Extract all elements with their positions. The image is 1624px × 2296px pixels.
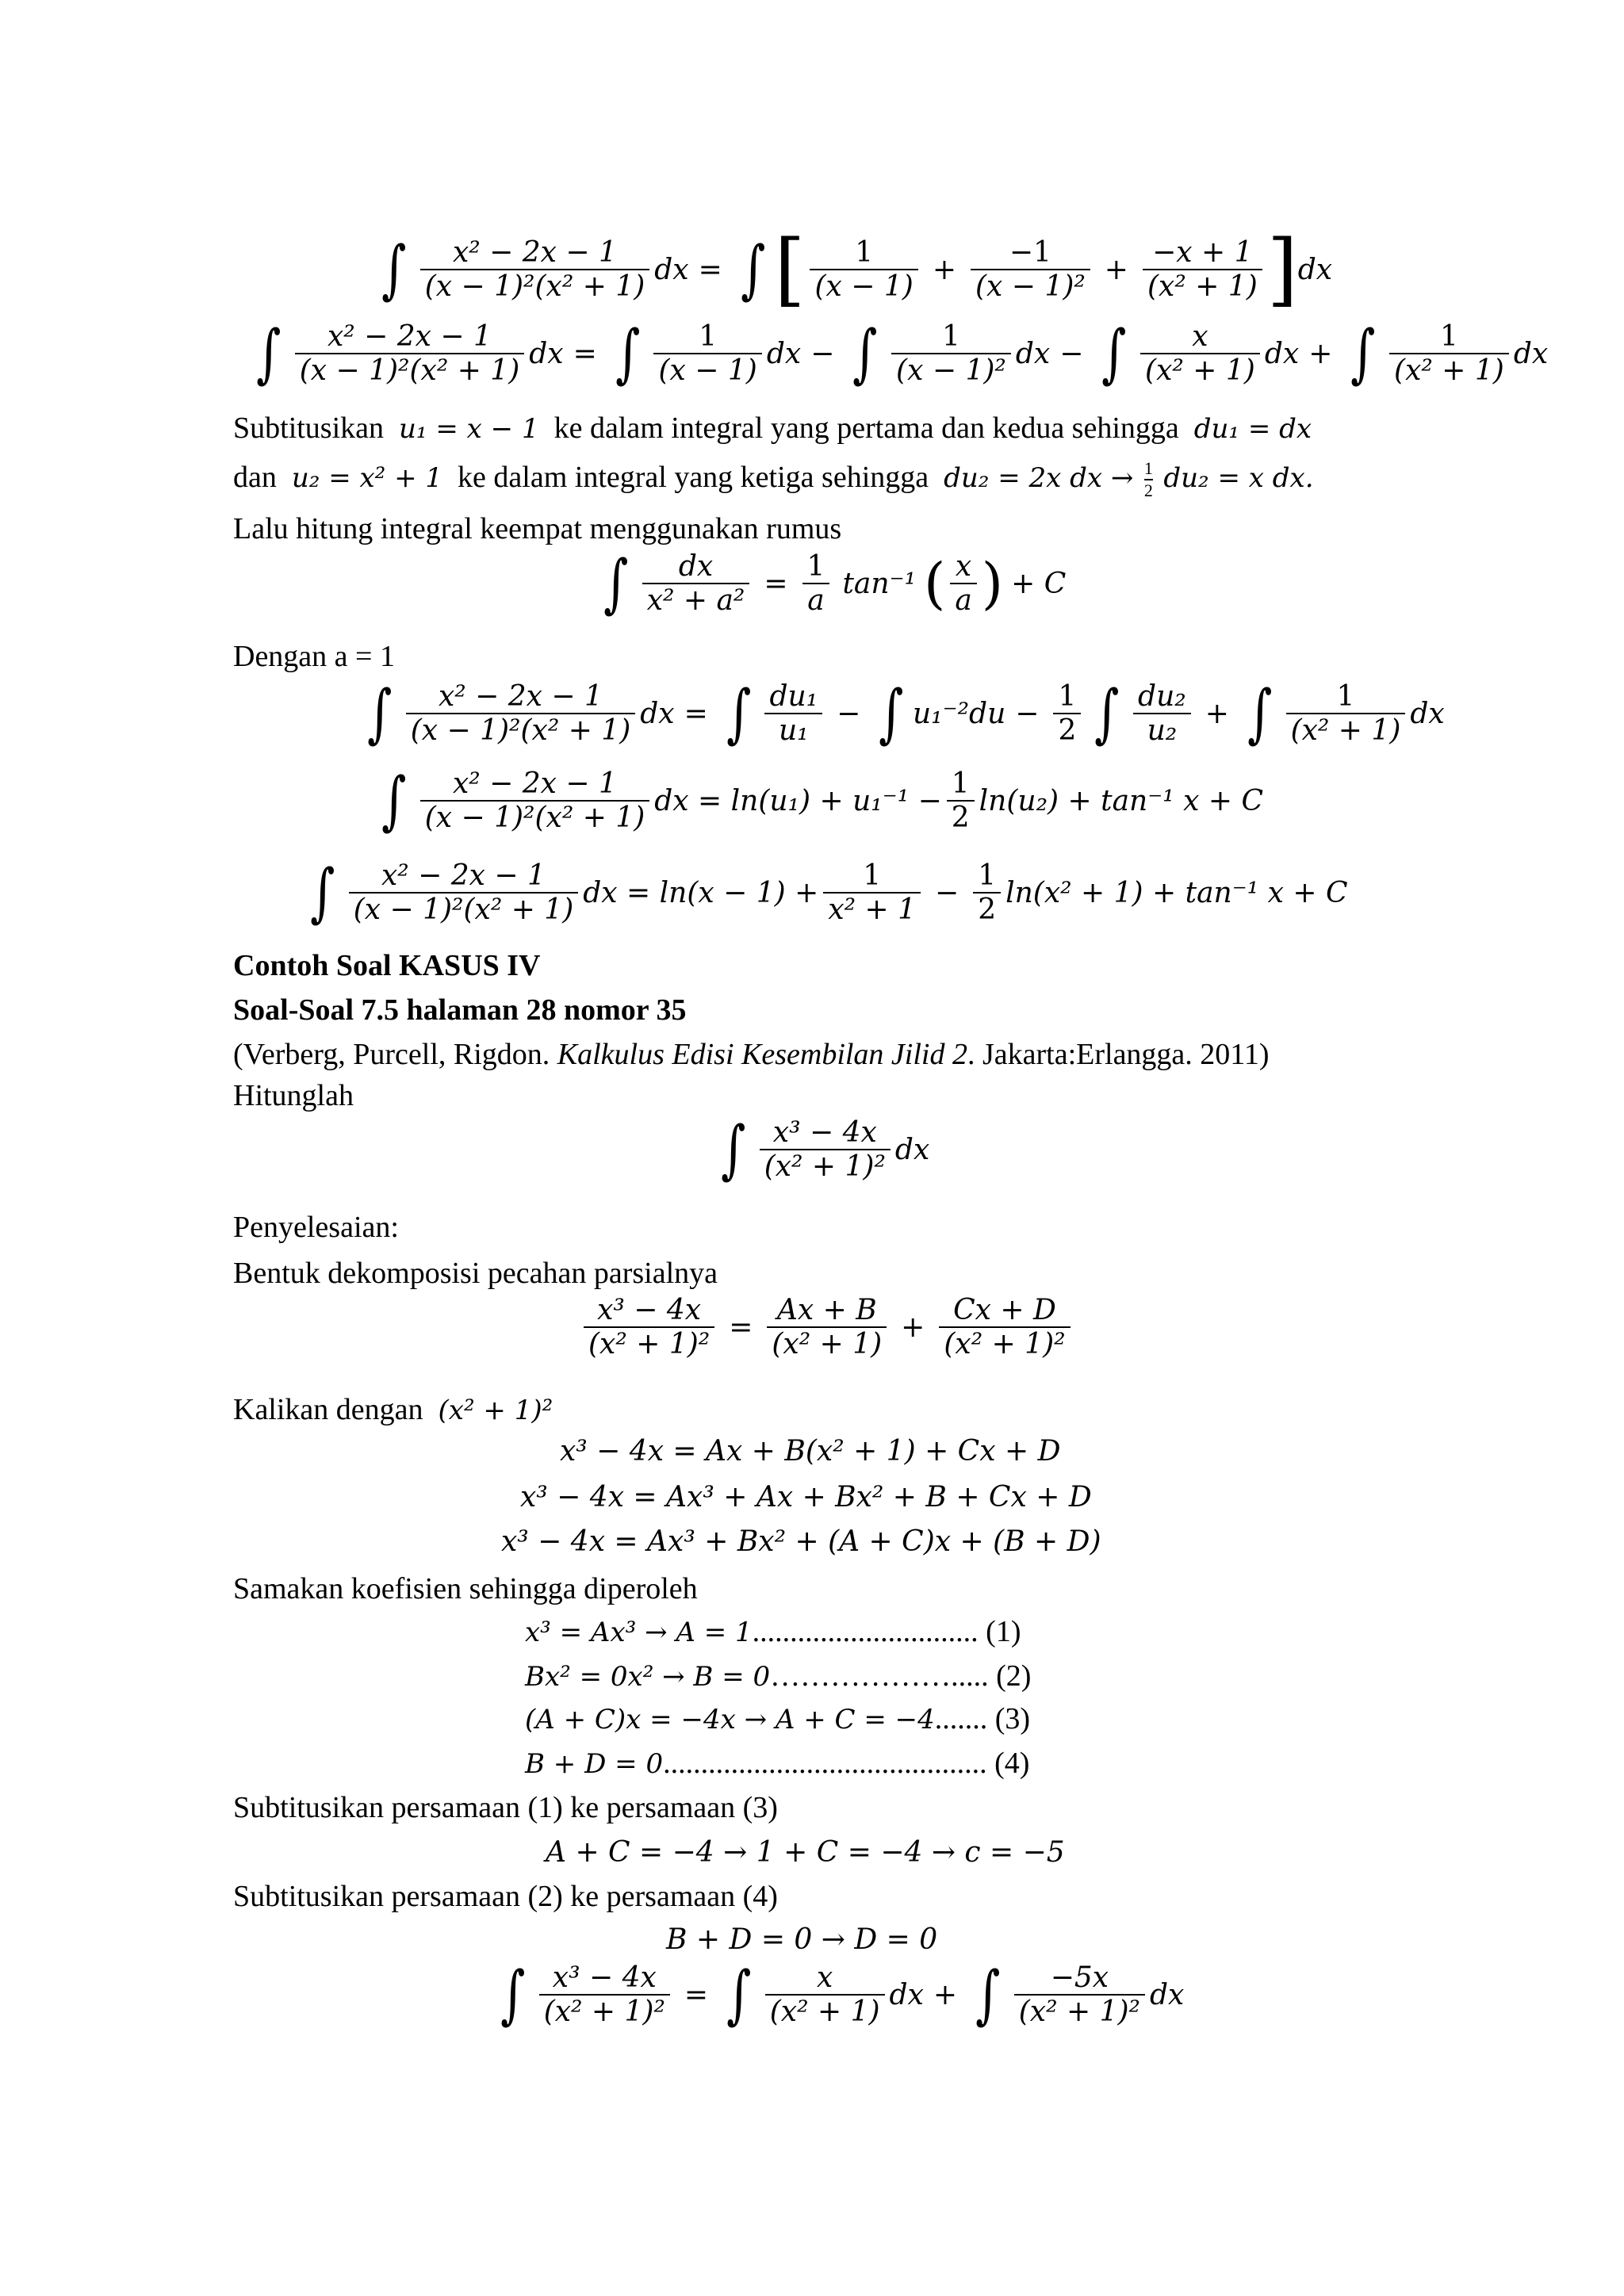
text: dan xyxy=(233,461,277,495)
numerator: 1 xyxy=(978,859,997,892)
dx: dx xyxy=(654,253,689,286)
denominator: x² + 1 xyxy=(828,894,917,927)
math-inline: B + D = 0 xyxy=(525,1748,664,1780)
numerator: x³ − 4x xyxy=(552,1961,657,1994)
paragraph-line xyxy=(233,1392,553,1429)
denominator: (x² + 1) xyxy=(1147,270,1258,303)
fraction xyxy=(420,236,650,304)
paragraph-line: Subtitusikan persamaan (2) ke persamaan (4) xyxy=(233,1880,778,1913)
numerator: Ax + B xyxy=(776,1294,877,1326)
denominator: u₂ xyxy=(1147,714,1178,748)
numerator: 1 xyxy=(863,859,882,892)
denominator: (x − 1)²(x² + 1) xyxy=(424,270,645,303)
paragraph-line: Hitunglah xyxy=(233,1079,354,1112)
coefficient-equation xyxy=(525,1659,1031,1695)
paragraph-line xyxy=(233,458,1314,502)
denominator: (x − 1)²(x² + 1) xyxy=(410,714,631,748)
numerator: 1 xyxy=(1143,458,1153,478)
numerator: 1 xyxy=(1336,680,1355,713)
numerator: −5x xyxy=(1050,1961,1109,1994)
tan-inverse: tan⁻¹ xyxy=(842,567,917,600)
text: . Jakarta:Erlangga. 2011) xyxy=(967,1038,1270,1071)
denominator: (x² + 1) xyxy=(769,1996,880,2029)
numerator: x² − 2x − 1 xyxy=(381,859,546,892)
equation-split-integrals: ∫ $\frac{\text{x² − 2x − 1}}{\text{(x − 1)²(x² + 1)}}$ dx = ∫ $\frac{1}{(x - 1)}$ dx − ∫ $\frac{1}{\text{(x − 1)²}}$ dx − ∫ $\frac{x}{\text{(x² + 1)}}$ dx + ∫ $\frac{1}{\text{(x² + 1)}}$ dx xyxy=(256,316,1549,391)
numerator: 1 xyxy=(855,235,874,269)
denominator: (x − 1) xyxy=(814,270,914,303)
text: (Verberg, Purcell, Rigdon. xyxy=(233,1038,550,1071)
equation-decomposition: ∫ $\frac{\text{x² − 2x − 1}}{\text{(x − 1)²(x² + 1)}}$ dx = ∫ [ $\frac{1}{(x - 1)}$ + $\frac{-1}{\text{(x − 1)²}}$ + $\frac{-x + 1}{\text{(x² + 1)}}$ ] dx xyxy=(381,223,1333,316)
heading-text: Contoh Soal KASUS IV xyxy=(233,949,541,982)
equation-integrated: ∫ $\frac{\text{x² − 2x − 1}}{\text{(x − 1)²(x² + 1)}}$ dx = ln(u₁) + u₁⁻¹ − $\frac{1}{2}$ ln(u₂) + tan⁻¹ x + C xyxy=(381,763,1264,838)
heading-text: Soal-Soal 7.5 halaman 28 nomor 35 xyxy=(233,993,687,1027)
numerator: 1 xyxy=(951,767,970,800)
leader-dots: .............................. (1) xyxy=(752,1615,1021,1648)
denominator: (x² + 1) xyxy=(1145,354,1255,388)
denominator: (x² + 1) xyxy=(1394,354,1504,388)
paragraph-line: Penyelesaian: xyxy=(233,1211,399,1244)
denominator: (x − 1)²(x² + 1) xyxy=(353,894,574,927)
leader-dots: ………………..... (2) xyxy=(770,1659,1032,1693)
leader-dots: ....... (3) xyxy=(934,1702,1031,1735)
denominator: (x² + 1) xyxy=(1290,714,1401,748)
substitution-equation: A + C = −4 → 1 + C = −4 → c = −5 xyxy=(546,1836,1065,1869)
numerator: 1 xyxy=(699,320,718,353)
math-inline: u₂ = x² + 1 xyxy=(291,462,443,495)
numerator: x xyxy=(1192,320,1208,353)
paragraph-line: Samakan koefisien sehingga diperoleh xyxy=(233,1572,698,1605)
denominator: (x − 1)² xyxy=(975,270,1086,303)
denominator: a xyxy=(807,584,825,618)
math-inline: (A + C)x = −4x → A + C = −4 xyxy=(525,1704,935,1735)
denominator: (x² + 1)² xyxy=(944,1328,1066,1361)
numerator: x² − 2x − 1 xyxy=(452,767,617,800)
expansion-line: x³ − 4x = Ax³ + Bx² + (A + C)x + (B + D) xyxy=(501,1525,1101,1558)
denominator: a xyxy=(955,584,972,618)
term: u₁⁻²du xyxy=(913,697,1006,730)
denominator: (x − 1)² xyxy=(896,354,1006,388)
denominator: 2 xyxy=(1143,480,1153,501)
equation-split-final: ∫ $\frac{\text{x³ − 4x}}{\text{(x² + 1)²}}$ = ∫ $\frac{x}{\text{(x² + 1)}}$ dx + ∫ $\frac{-5x}{\text{(x² + 1)²}}$ dx xyxy=(500,1957,1185,2032)
expression: ln(x² + 1) + tan⁻¹ x + C xyxy=(1005,876,1348,909)
numerator: x² − 2x − 1 xyxy=(452,235,617,269)
text: Kalikan dengan xyxy=(233,1393,423,1426)
equals: = xyxy=(698,253,722,286)
numerator: 1 xyxy=(1439,320,1458,353)
partial-fraction-form: $\frac{\text{x³ − 4x}}{\text{(x² + 1)²}}$ = $\frac{Ax + B}{\text{(x² + 1)}}$ + $\frac{Cx + D}{\text{(x² + 1)²}}$ xyxy=(579,1294,1075,1361)
numerator: x² − 2x − 1 xyxy=(327,320,492,353)
denominator: (x² + 1)² xyxy=(588,1328,710,1361)
equation-final-result: ∫ $\frac{\text{x² − 2x − 1}}{\text{(x − 1)²(x² + 1)}}$ dx = ln(x − 1) + $\frac{1}{\text{x² + 1}}$ − $\frac{1}{2}$ ln(x² + 1) + tan⁻¹ x + C xyxy=(310,855,1348,930)
denominator: (x² + 1)² xyxy=(1018,1996,1140,2029)
denominator: u₁ xyxy=(778,714,809,748)
book-title: Kalkulus Edisi Kesembilan Jilid 2 xyxy=(557,1038,967,1071)
constant: + C xyxy=(1011,567,1067,600)
text: Subtitusikan xyxy=(233,411,385,445)
paragraph-line xyxy=(233,411,1312,447)
paragraph-line: Bentuk dekomposisi pecahan parsialnya xyxy=(233,1257,718,1290)
numerator: Cx + D xyxy=(953,1294,1056,1326)
coefficient-equation xyxy=(525,1614,1021,1651)
denominator: (x − 1) xyxy=(658,354,757,388)
dx: dx xyxy=(1297,253,1333,286)
denominator: 2 xyxy=(951,802,970,835)
expansion-line: x³ − 4x = Ax + B(x² + 1) + Cx + D xyxy=(560,1435,1061,1468)
denominator: x² + a² xyxy=(646,584,745,618)
denominator: (x − 1)²(x² + 1) xyxy=(299,354,520,388)
problem-integral: ∫ $\frac{\text{x³ − 4x}}{\text{(x² + 1)²}}$ dx xyxy=(721,1112,930,1187)
denominator: (x² + 1) xyxy=(772,1328,883,1361)
numerator: dx xyxy=(678,550,714,583)
expansion-line: x³ − 4x = Ax³ + Ax + Bx² + B + Cx + D xyxy=(520,1481,1092,1513)
math-inline: du₁ = dx xyxy=(1193,413,1312,445)
numerator: du₂ xyxy=(1138,680,1186,713)
paragraph-line: Dengan a = 1 xyxy=(233,640,395,673)
math-inline: x³ = Ax³ → A = 1 xyxy=(525,1617,753,1648)
leader-dots: ........................................... (4) xyxy=(663,1747,1030,1780)
arctan-formula: ∫ $\frac{dx}{\text{x² + a²}}$ = $\frac{1}{a}$ tan⁻¹ ( $\frac{x}{a}$ ) + C xyxy=(603,546,1067,621)
heading-case xyxy=(233,948,541,985)
coefficient-equation xyxy=(525,1701,1030,1738)
math-inline: (x² + 1)² xyxy=(438,1395,553,1426)
numerator: 1 xyxy=(1058,680,1077,713)
math-inline: du₂ = x dx. xyxy=(1163,462,1314,495)
coefficient-equation xyxy=(525,1746,1029,1782)
numerator: −1 xyxy=(1009,235,1051,269)
numerator: 1 xyxy=(941,320,960,353)
equation-substituted: ∫ $\frac{\text{x² − 2x − 1}}{\text{(x − 1)²(x² + 1)}}$ dx = ∫ $\frac{\text{du₁}}{\text{u₁}}$ − ∫ u₁⁻²du − $\frac{1}{2}$ ∫ $\frac{\text{du₂}}{\text{u₂}}$ + ∫ $\frac{1}{\text{(x² + 1)}}$ dx xyxy=(367,676,1445,751)
numerator: x xyxy=(817,1961,833,1994)
numerator: x³ − 4x xyxy=(597,1294,702,1326)
text: ke dalam integral yang ketiga sehingga xyxy=(458,461,929,495)
paragraph-line: Subtitusikan persamaan (1) ke persamaan (3) xyxy=(233,1791,778,1824)
dx: dx xyxy=(894,1133,930,1166)
numerator: x xyxy=(955,550,972,583)
denominator: 2 xyxy=(978,894,997,927)
reference-line xyxy=(233,1037,1270,1073)
heading-problem xyxy=(233,993,686,1029)
math-inline: du₂ = 2x dx → xyxy=(944,462,1134,495)
text: ke dalam integral yang pertama dan kedua sehingga xyxy=(553,411,1179,445)
numerator: x² − 2x − 1 xyxy=(438,680,603,713)
numerator: −x + 1 xyxy=(1152,235,1253,269)
numerator: 1 xyxy=(806,550,825,583)
denominator: (x² + 1)² xyxy=(764,1150,886,1184)
denominator: (x² + 1)² xyxy=(543,1996,665,2029)
numerator: x³ − 4x xyxy=(772,1116,877,1149)
expression: dx = ln(u₁) + u₁⁻¹ − xyxy=(654,784,942,817)
math-inline: u₁ = x − 1 xyxy=(399,413,539,445)
denominator: 2 xyxy=(1058,714,1077,748)
numerator: du₁ xyxy=(769,680,818,713)
math-inline: Bx² = 0x² → B = 0 xyxy=(525,1661,771,1693)
substitution-equation: B + D = 0 → D = 0 xyxy=(666,1923,938,1956)
denominator: (x − 1)²(x² + 1) xyxy=(424,802,645,835)
paragraph-line: Lalu hitung integral keempat menggunakan rumus xyxy=(233,512,842,545)
expression: ln(u₂) + tan⁻¹ x + C xyxy=(979,784,1264,817)
expression: dx = ln(x − 1) + xyxy=(583,876,819,909)
